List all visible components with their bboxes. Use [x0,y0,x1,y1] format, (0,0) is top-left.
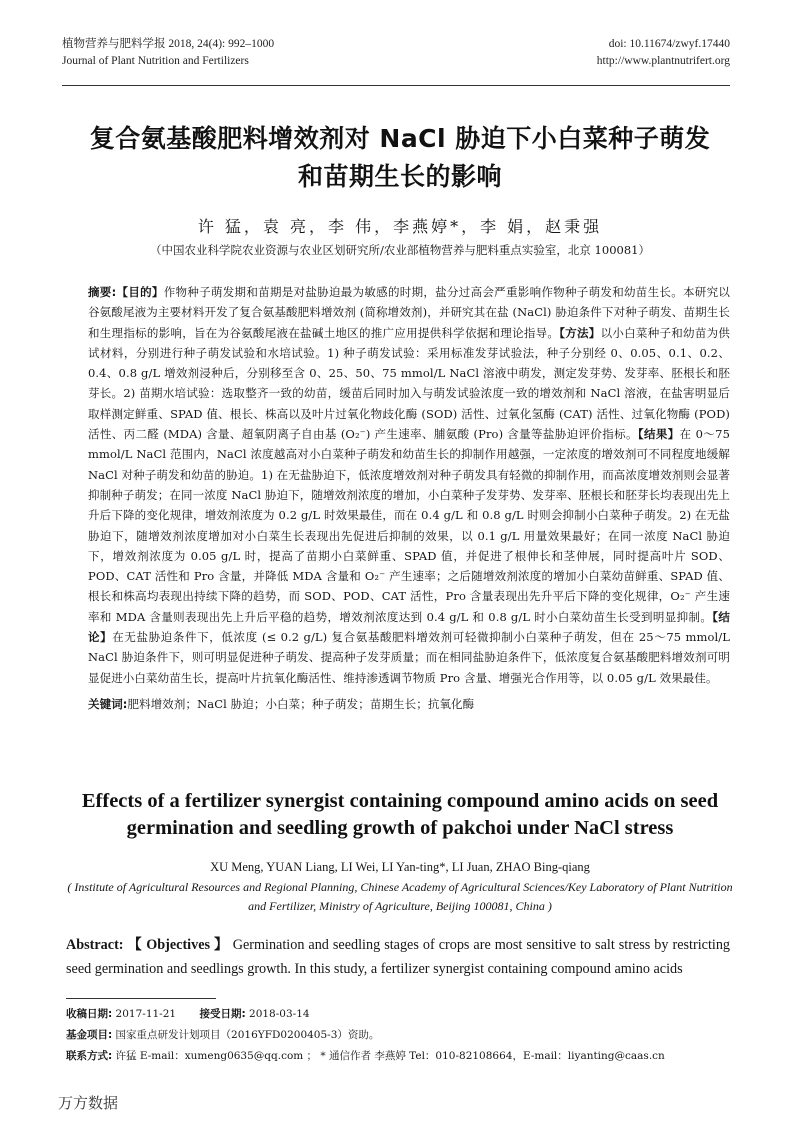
abstract-cn [88,282,730,714]
fund-label: 基金项目: [66,1029,113,1041]
journal-name-cn: 植物营养与肥料学报 2018, 24(4): 992–1000 [62,38,275,50]
methods-text-cn: 以小白菜种子和幼苗为供试材料，分别进行种子萌发试验和水培试验。1) 种子萌发试验：采用标准发芽试验法，种子分别经 0、0.05、0.1、0.2、0.4、0.8 g/L 增效剂浸种后，分别移至含 0、25、50、75 mmol/L NaCl 溶液中萌发，测定发芽势、发芽率、胚根长和胚芽长。2) 苗期水培试验：选取整齐一致的幼苗，缓苗后同时加入与萌发试验浓度一致的增效剂和 NaCl 溶液，在盐害明显后取样测定鲜重、SPAD 值、根长、株高以及叶片过氧化物歧化酶 (SOD) 活性、过氧化氢酶 (CAT) 活性、过氧化物酶 (POD) 活性、丙二醛 (MDA) 含量、超氧阴离子自由基 (O₂⁻) 产生速率、脯氨酸 (Pro) 含量等盐胁迫评价指标。 [88,325,730,442]
objectives-text-cn: 作物种子萌发期和苗期是对盐胁迫最为敏感的时期，盐分过高会严重影响作物种子萌发和幼苗生长。本研究以谷氨酸尾液为主要材料开发了复合氨基酸肥料增效剂 (简称增效剂)，并研究其在盐 (NaCl) 胁迫条件下对种子萌发、苗期生长和生理指标的影响，旨在为谷氨酸尾液在盐碱土地区的推广应用提供科学依据和理论指导。 [88,285,731,340]
title-en [60,788,740,842]
methods-label-cn: 【方法】 [559,325,601,340]
accepted-date: 2018-03-14 [249,1008,310,1020]
authors-en: XU Meng, YUAN Liang, LI Wei, LI Yan-ting*, LI Juan, ZHAO Bing-qiang [210,860,590,874]
wanfang-watermark: 万方数据 [58,1094,119,1112]
conclusions-text-cn: 在无盐胁迫条件下，低浓度 (≤ 0.2 g/L) 复合氨基酸肥料增效剂可轻微抑制小白菜种子萌发，但在 25～75 mmol/L NaCl 胁迫条件下，则可明显促进种子萌发、提高种子发芽质量；而在相同盐胁迫条件下，低浓度复合氨基酸肥料增效剂可明显促进小白菜幼苗生长，提高叶片抗氧化酶活性、维持渗透调节物质 Pro 含量、增强光合作用等，以 0.05 g/L 效果最佳。 [88,630,730,685]
results-text-cn: 在 0～75 mmol/L NaCl 范围内，NaCl 浓度越高对小白菜种子萌发和幼苗生长的抑制作用越强，一定浓度的增效剂可不同程度地缓解 NaCl 对种子萌发和幼苗的胁迫。1) 在无盐胁迫下，低浓度增效剂对种子萌发具有轻微的抑制作用，而高浓度增效剂则会显著抑制种子萌发；在同一浓度 NaCl 胁迫下，随增效剂浓度的增加，小白菜种子发芽势、发芽率、胚根长和胚芽长均表现出先上升后下降的变化规律，增效剂浓度为 0.2 g/L 时效果最佳，而在 0.4 g/L 和 0.8 g/L 时则会抑制小白菜种子萌发。2) 在无盐胁迫下，随增效剂浓度增加对小白菜生长表现出先促进后抑制的效果，以 0.1 g/L 用量效果最好；在同一浓度 NaCl 胁迫下，增效剂浓度为 0.05 g/L 时，提高了苗期小白菜鲜重、SPAD 值，并促进了根伸长和茎伸展，同时提高叶片 SOD、POD、CAT 活性和 Pro 含量，并降低 MDA 含量和 O₂⁻ 产生速率；之后随增效剂浓度的增加小白菜幼苗鲜重、SPAD 值、根长和株高均表现出持续下降的趋势，而 SOD、POD、CAT 活性，Pro 含量表现出先升平后下降的变化规律，O₂⁻ 产生速率和 MDA 含量则表现出先上升后平稳的趋势，增效剂浓度达到 0.4 g/L 和 0.8 g/L 时小白菜幼苗生长受到明显抑制。 [88,427,730,624]
journal-name-en: Journal of Plant Nutrition and Fertilizers [62,55,249,67]
accepted-label: 接受日期: [199,1008,246,1020]
journal-url: http://www.plantnutrifert.org [596,55,730,67]
contact-text: 许猛 E-mail：xumeng0635@qq.com ； * 通信作者 李燕婷 Tel：010-82108664，E-mail：liyanting@caas.cn [115,1050,665,1062]
abstract-cn-label: 摘要: [88,285,117,299]
affiliation-cn: （中国农业科学院农业资源与农业区划研究所/农业部植物营养与肥料重点实验室，北京 100081） [150,243,650,257]
title-en-line2: germination and seedling growth of pakchoi under NaCl stress [126,817,674,839]
footnote-fund [66,1025,730,1046]
received-label: 收稿日期: [66,1008,113,1020]
abstract-cn-body [88,282,730,688]
footnote-dates [66,1004,730,1025]
footnote-divider [66,998,216,999]
contact-label: 联系方式: [66,1050,113,1062]
conclusions-label-cn: 【结论】 [88,609,731,645]
results-label-cn: 【结果】 [637,427,680,442]
doi: doi: 10.11674/zwyf.17440 [608,38,730,50]
title-cn-line1: 复合氨基酸肥料增效剂对 NaCl 胁迫下小白菜种子萌发 [89,124,711,153]
received-date: 2017-11-21 [115,1008,177,1020]
footnote-contact [66,1046,730,1067]
fund-text: 国家重点研发计划项目（2016YFD0200405-3）资助。 [115,1029,380,1041]
header-divider [62,85,730,86]
running-header-left [62,36,274,70]
affiliation-en: ( Institute of Agricultural Resources and Regional Planning, Chinese Academy of Agricultural Sciences/Key Laboratory of Plant Nutrition and Fertilizer, Ministry of Agriculture, Beijing 100081, China ) [67,880,733,913]
abstract-en [66,933,730,981]
authors-cn: 许 猛，袁 亮，李 伟，李燕婷*，李 娟，赵秉强 [197,217,603,236]
title-en-line1: Effects of a fertilizer synergist containing compound amino acids on seed [81,790,719,812]
keywords-text-cn: 肥料增效剂；NaCl 胁迫；小白菜；种子萌发；苗期生长；抗氧化酶 [127,696,475,711]
running-header-right [597,36,730,70]
keywords-label-cn: 关键词: [88,696,128,711]
title-cn-line2: 和苗期生长的影响 [297,162,502,191]
abstract-en-label: Abstract: [66,937,124,953]
footnotes [66,1004,730,1067]
abstract-en-text: Germination and seedling stages of crops are most sensitive to salt stress by restricting seed germination and seedlings growth. In this study, a fertilizer synergist containing compound amino acids [66,937,731,977]
objectives-label-en: 【 Objectives 】 [127,937,229,953]
title-cn [60,120,740,196]
abstract-en-body [66,933,730,981]
objectives-label-cn: 【目的】 [116,285,164,299]
keywords-cn [88,694,730,714]
